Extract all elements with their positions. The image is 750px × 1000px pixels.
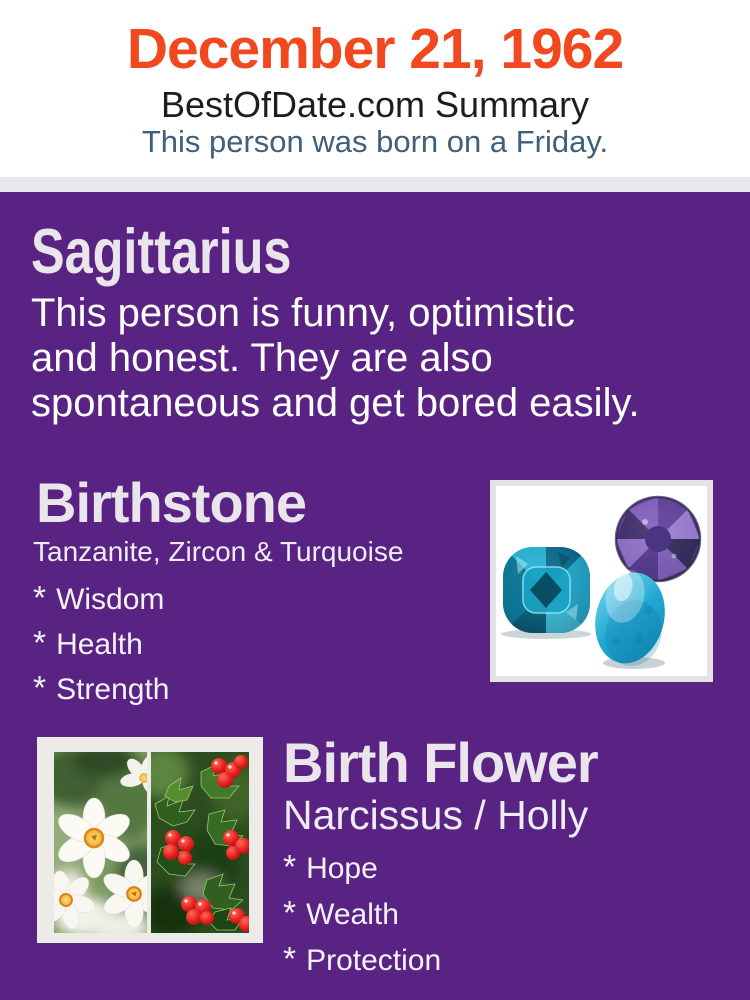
birthstone-title: Birthstone [36,471,306,534]
list-item [33,580,170,617]
birth-flower-trait-list [283,849,442,991]
gemstones-illustration [496,486,707,676]
asterisk-bullet: * [283,941,297,978]
birthstone-trait-list [33,580,170,719]
trait-label: Health [56,628,143,661]
asterisk-bullet: * [33,625,47,662]
narcissus-photo [54,752,147,933]
asterisk-bullet: * [283,849,297,886]
list-item [33,670,170,707]
asterisk-bullet: * [283,895,297,932]
trait-label: Protection [306,944,442,977]
asterisk-bullet: * [33,580,47,617]
trait-label: Wisdom [56,583,165,616]
birth-flower-image [37,737,263,943]
list-item [33,625,170,662]
trait-label: Hope [306,852,378,885]
trait-label: Wealth [306,898,399,931]
zodiac-description-line: This person is funny, optimistic [31,291,575,335]
date-title: December 21, 1962 [126,17,624,81]
weekday-note: This person was born on a Friday. [141,124,609,159]
birth-flower-title: Birth Flower [283,731,598,794]
zodiac-description-line: spontaneous and get bored easily. [31,381,640,425]
list-item [283,849,441,886]
birth-flower-names: Narcissus / Holly [283,792,589,838]
birthstone-image [490,480,713,682]
zodiac-description-line: and honest. They are also [31,336,493,380]
header [0,0,750,177]
list-item [283,895,441,932]
site-summary-title: BestOfDate.com Summary [160,84,590,125]
divider-strip [0,177,750,192]
birthstone-names: Tanzanite, Zircon & Turquoise [33,536,404,567]
list-item [283,941,442,978]
holly-photo [151,752,249,933]
asterisk-bullet: * [33,670,47,707]
zodiac-sign-title: Sagittarius [31,217,292,287]
zodiac-description [31,291,640,426]
trait-label: Strength [56,673,170,706]
